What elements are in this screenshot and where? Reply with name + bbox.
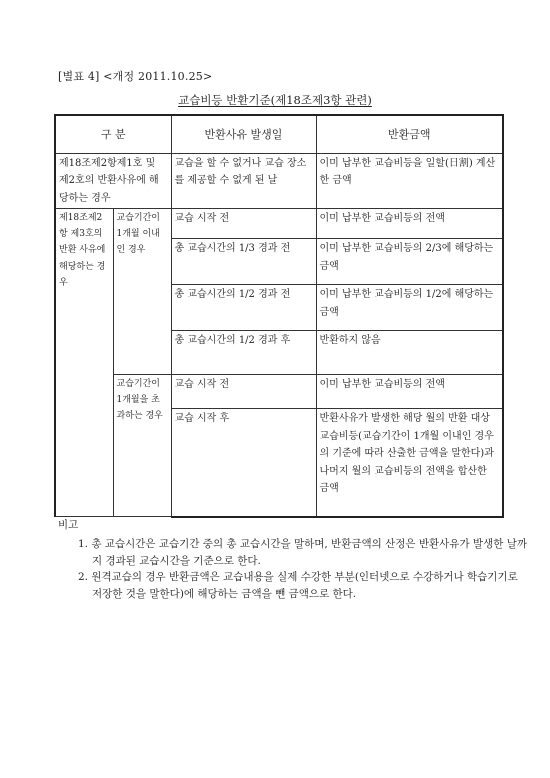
table-row xyxy=(55,209,503,239)
title-main: 교습비등 반환기준 xyxy=(178,93,271,107)
annex-header: [별표 4] <개정 2011.10.25> xyxy=(58,70,213,83)
sub1-occurrence: 총 교습시간의 1/2 경과 전 xyxy=(171,285,316,331)
table-row xyxy=(55,375,503,409)
sub2-occurrence: 교습 시작 후 xyxy=(171,409,316,517)
sub1-amount: 이미 납부한 교습비등의 2/3에 해당하는 금액 xyxy=(316,239,503,285)
sub1-occurrence: 총 교습시간의 1/2 경과 후 xyxy=(171,331,316,375)
column-header-category: 구 분 xyxy=(55,115,171,153)
row1-amount: 이미 납부한 교습비등을 일할(日割) 계산한 금액 xyxy=(316,153,503,209)
sub2-amount: 반환사유가 발생한 해당 월의 반환 대상 교습비등(교습기간이 1개월 이내인 경우의 기준에 따라 산출한 금액을 말한다)과 나머지 월의 교습비등의 전액을 합산한 금액 xyxy=(316,409,503,517)
sub1-label: 교습기간이 1개월 이내인 경우 xyxy=(113,209,171,375)
remark-item: 2. 원격교습의 경우 반환금액은 교습내용을 실제 수강한 부분(인터넷으로 수강하거나 학습기기로 저장한 것을 말한다)에 해당하는 금액을 뺀 금액으로 한다. xyxy=(78,571,518,601)
table-header-row xyxy=(55,115,503,153)
row1-occurrence: 교습을 할 수 없거나 교습 장소를 제공할 수 없게 된 날 xyxy=(171,153,316,209)
sub1-amount: 이미 납부한 교습비등의 1/2에 해당하는 금액 xyxy=(316,285,503,331)
sub1-amount: 이미 납부한 교습비등의 전액 xyxy=(316,209,503,239)
sub1-amount: 반환하지 않음 xyxy=(316,331,503,375)
remark-item: 1. 총 교습시간은 교습기간 중의 총 교습시간을 말하며, 반환금액의 산정은 반환사유가 발생한 날까지 경과된 교습시간을 기준으로 한다. xyxy=(78,537,527,567)
sub2-amount: 이미 납부한 교습비등의 전액 xyxy=(316,375,503,409)
title-suffix: (제18조제3항 관련) xyxy=(270,93,372,107)
sub2-label: 교습기간이 1개월을 초과하는 경우 xyxy=(113,375,171,517)
document-title xyxy=(0,92,550,108)
sub1-occurrence: 교습 시작 전 xyxy=(171,209,316,239)
table-row xyxy=(55,153,503,209)
column-header-amount: 반환금액 xyxy=(316,115,503,153)
remarks-section xyxy=(58,517,528,603)
column-header-occurrence: 반환사유 발생일 xyxy=(171,115,316,153)
group-category: 제18조제2항 제3호의 반환 사유에 해당하는 경우 xyxy=(55,209,113,517)
sub2-occurrence: 교습 시작 전 xyxy=(171,375,316,409)
refund-standard-table xyxy=(54,114,504,518)
sub1-occurrence: 총 교습시간의 1/3 경과 전 xyxy=(171,239,316,285)
remarks-label: 비고 xyxy=(58,519,79,531)
row1-category: 제18조제2항제1호 및 제2호의 반환사유에 해당하는 경우 xyxy=(55,153,171,209)
